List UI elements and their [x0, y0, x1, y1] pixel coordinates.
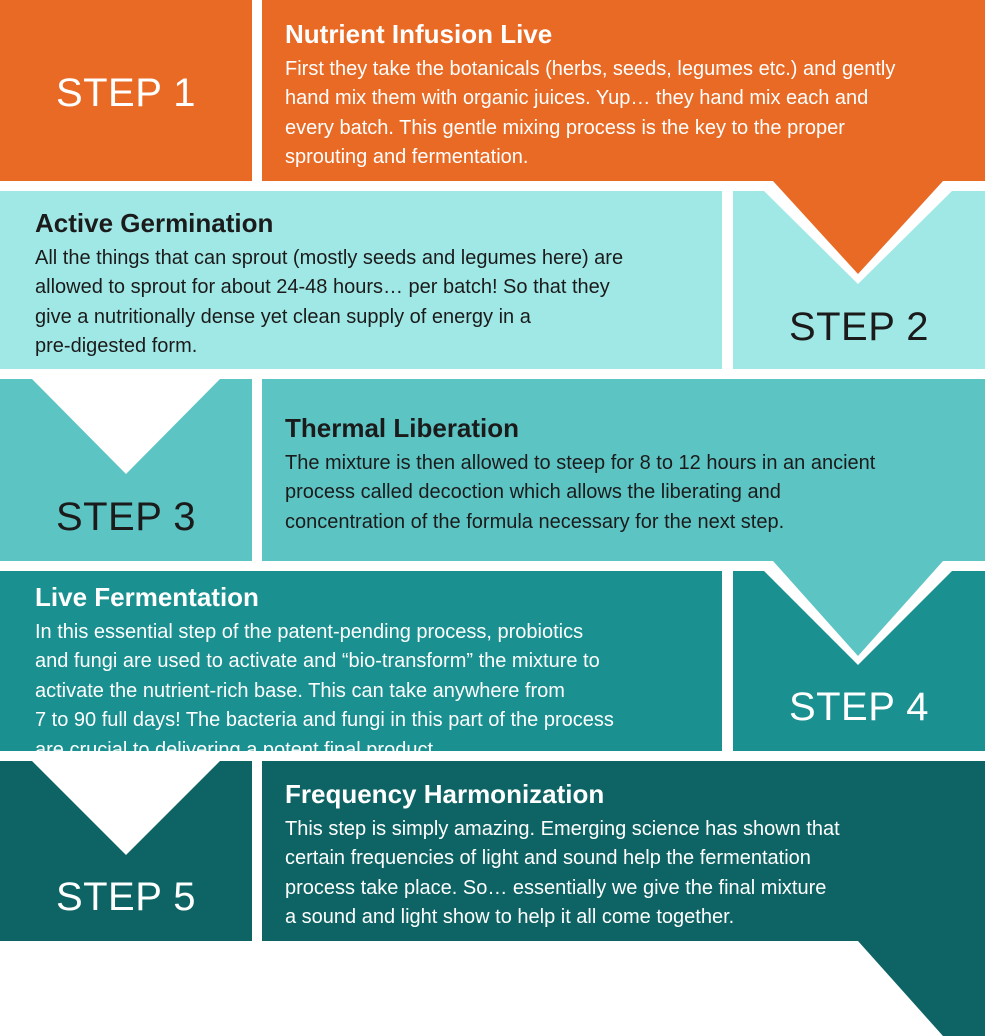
step4-line: are crucial to delivering a potent final product. — [35, 738, 439, 761]
step5-line: process take place. So… essentially we give the final mixture — [285, 876, 827, 899]
step5-description — [285, 815, 975, 933]
step1-line: every batch. This gentle mixing process is the key to the proper — [285, 116, 845, 139]
step3-content — [285, 413, 975, 537]
step4-line: In this essential step of the patent-pending process, probiotics — [35, 621, 584, 643]
step2-line: allowed to sprout for about 24-48 hours… per batch! So that they — [35, 276, 610, 299]
step4-label: STEP 4 — [788, 685, 930, 729]
step1-line: hand mix them with organic juices. Yup… they hand mix each and — [285, 87, 869, 110]
step3-line: process called decoction which allows the liberating and — [285, 481, 781, 504]
step5-line: certain frequencies of light and sound help the fermentation — [285, 847, 811, 870]
step2-line: give a nutritionally dense yet clean supply of energy in a — [35, 305, 531, 328]
step4-content — [35, 582, 715, 765]
step4-line: and fungi are used to activate and “bio-transform” the mixture to — [35, 650, 600, 673]
step1-content — [285, 19, 975, 173]
step1-description — [285, 55, 975, 173]
step5-line: This step is simply amazing. Emerging science has shown that — [285, 818, 840, 840]
step5-title: Frequency Harmonization — [285, 779, 605, 809]
step5-label: STEP 5 — [55, 875, 197, 919]
step3-line: The mixture is then allowed to steep for 8 to 12 hours in an ancient — [285, 452, 876, 474]
step4-title: Live Fermentation — [35, 582, 259, 612]
step3-description — [285, 449, 975, 537]
step5-content — [285, 779, 975, 933]
step2-content — [35, 208, 715, 362]
step4-line: 7 to 90 full days! The bacteria and fungi in this part of the process — [35, 709, 614, 732]
step2-line: pre-digested form. — [35, 335, 198, 358]
step2-title: Active Germination — [35, 208, 274, 238]
step1-title: Nutrient Infusion Live — [285, 19, 553, 49]
step1-line: sprouting and fermentation. — [285, 146, 529, 169]
step2-line: All the things that can sprout (mostly seeds and legumes here) are — [35, 247, 624, 269]
step2-description — [35, 244, 715, 362]
step3-label: STEP 3 — [55, 495, 197, 539]
step2-label: STEP 2 — [788, 305, 930, 349]
step4-description — [35, 618, 715, 765]
step5-line: a sound and light show to help it all come together. — [285, 906, 735, 929]
step3-title: Thermal Liberation — [285, 413, 520, 443]
step1-label: STEP 1 — [55, 71, 197, 115]
step1-line: First they take the botanicals (herbs, seeds, legumes etc.) and gently — [285, 58, 896, 80]
step3-line: concentration of the formula necessary for the next step. — [285, 510, 785, 533]
step4-line: activate the nutrient-rich base. This can take anywhere from — [35, 679, 565, 702]
